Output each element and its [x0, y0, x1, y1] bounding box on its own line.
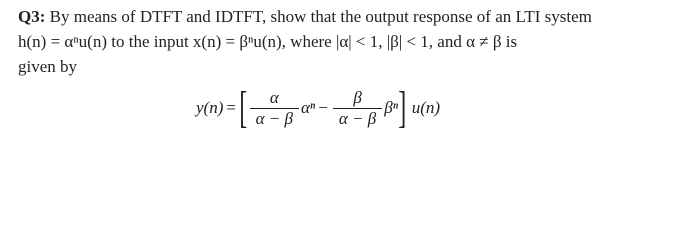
output-equation	[196, 78, 440, 138]
bracket-open: [	[239, 83, 248, 132]
problem-line-3	[18, 56, 77, 78]
fraction-alpha-numerator: α	[269, 87, 279, 107]
bracket-close: ]	[398, 83, 407, 132]
beta-power-term: βⁿ	[384, 98, 399, 117]
fraction-alpha-denominator: α − β	[250, 108, 299, 129]
problem-line-1	[18, 6, 592, 28]
equation-minus: −	[318, 98, 328, 117]
fraction-alpha	[250, 88, 299, 129]
problem-line-2	[18, 31, 517, 53]
problem-text-3: given by	[18, 57, 78, 76]
problem-text-1: By means of DTFT and IDTFT, show that the output response of an LTI system	[49, 7, 592, 26]
equation-lhs: y(n)	[196, 98, 224, 117]
equation-equals: =	[226, 98, 236, 117]
unit-step-term: u(n)	[411, 98, 441, 117]
fraction-beta-numerator: β	[353, 87, 362, 107]
question-label: Q3:	[18, 7, 46, 26]
problem-text-2: h(n) = αⁿu(n) to the input x(n) = βⁿu(n), where |α| < 1, |β| < 1, and α ≠ β is	[18, 32, 518, 51]
fraction-beta-denominator: α − β	[333, 108, 382, 129]
fraction-beta	[333, 88, 382, 129]
alpha-power-term: αⁿ	[301, 98, 316, 117]
